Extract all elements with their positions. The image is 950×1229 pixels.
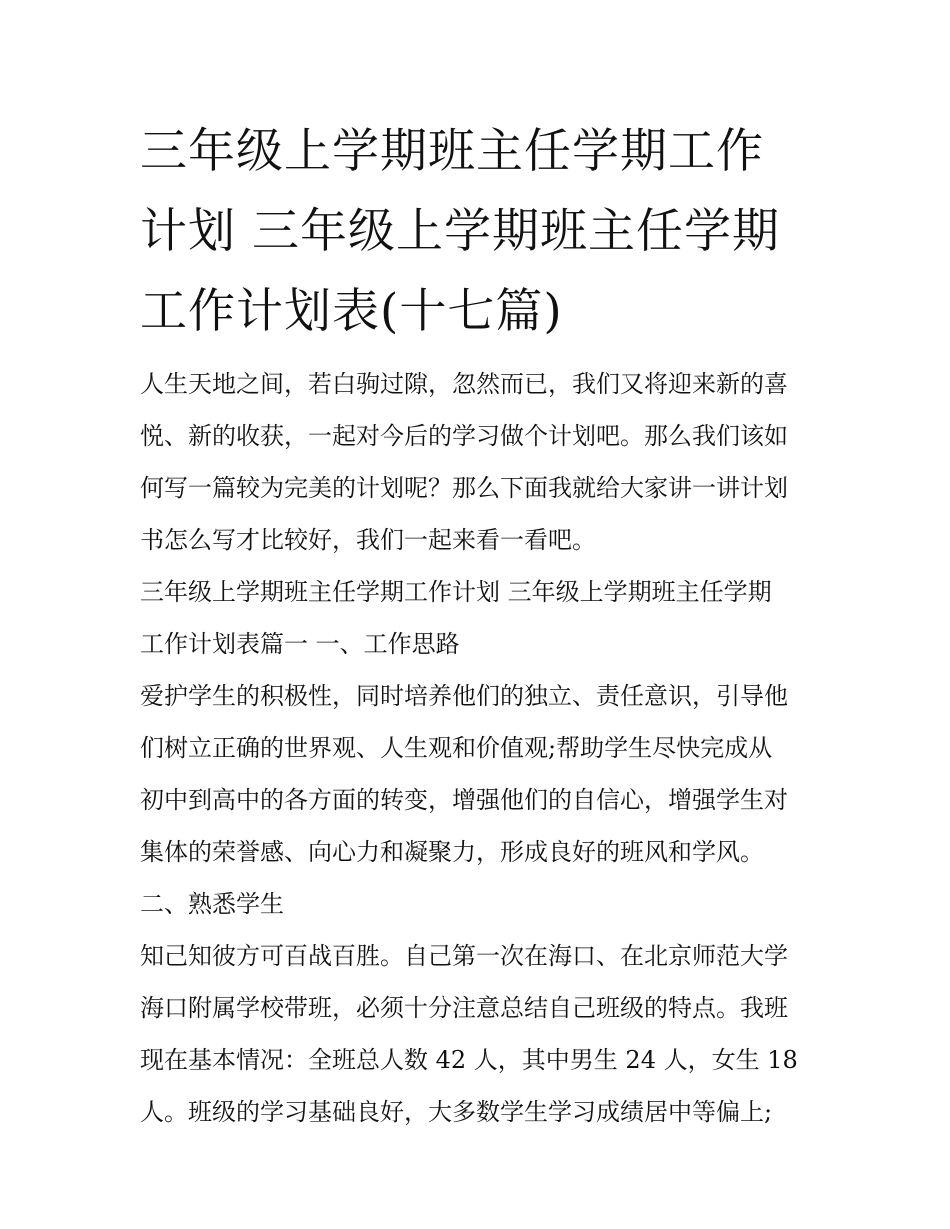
class-situation-paragraph: 知己知彼方可百战百胜。自己第一次在海口、在北京师范大学 海口附属学校带班，必须十分注意总结自己班级的特点。我班 现在基本情况：全班总人数 42 人，其中男生 24 人，女生 18 人。班级的学习基础良好，大多数学生学习成绩居中等偏上; <box>140 942 798 1126</box>
section-one-heading: 三年级上学期班主任学期工作计划 三年级上学期班主任学期 工作计划表篇一 一、工作思路 <box>140 578 772 658</box>
document-page <box>140 112 820 1138</box>
intro-paragraph: 人生天地之间，若白驹过隙，忽然而已，我们又将迎来新的喜 悦、新的收获，一起对今后的学习做个计划吧。那么我们该如 何写一篇较为完美的计划呢？那么下面我就给大家讲一讲计划 书怎么写才比较好，我们一起来看一看吧。 <box>140 370 788 554</box>
work-approach-paragraph: 爱护学生的积极性，同时培养他们的独立、责任意识，引导他 们树立正确的世界观、人生观和价值观;帮助学生尽快完成从 初中到高中的各方面的转变，增强他们的自信心，增强学生对 集体的荣誉感、向心力和凝聚力，形成良好的班风和学风。 <box>140 682 788 866</box>
section-two-heading: 二、熟悉学生 <box>140 890 284 918</box>
document-title: 三年级上学期班主任学期工作 计划 三年级上学期班主任学期 工作计划表(十七篇) <box>140 124 780 339</box>
